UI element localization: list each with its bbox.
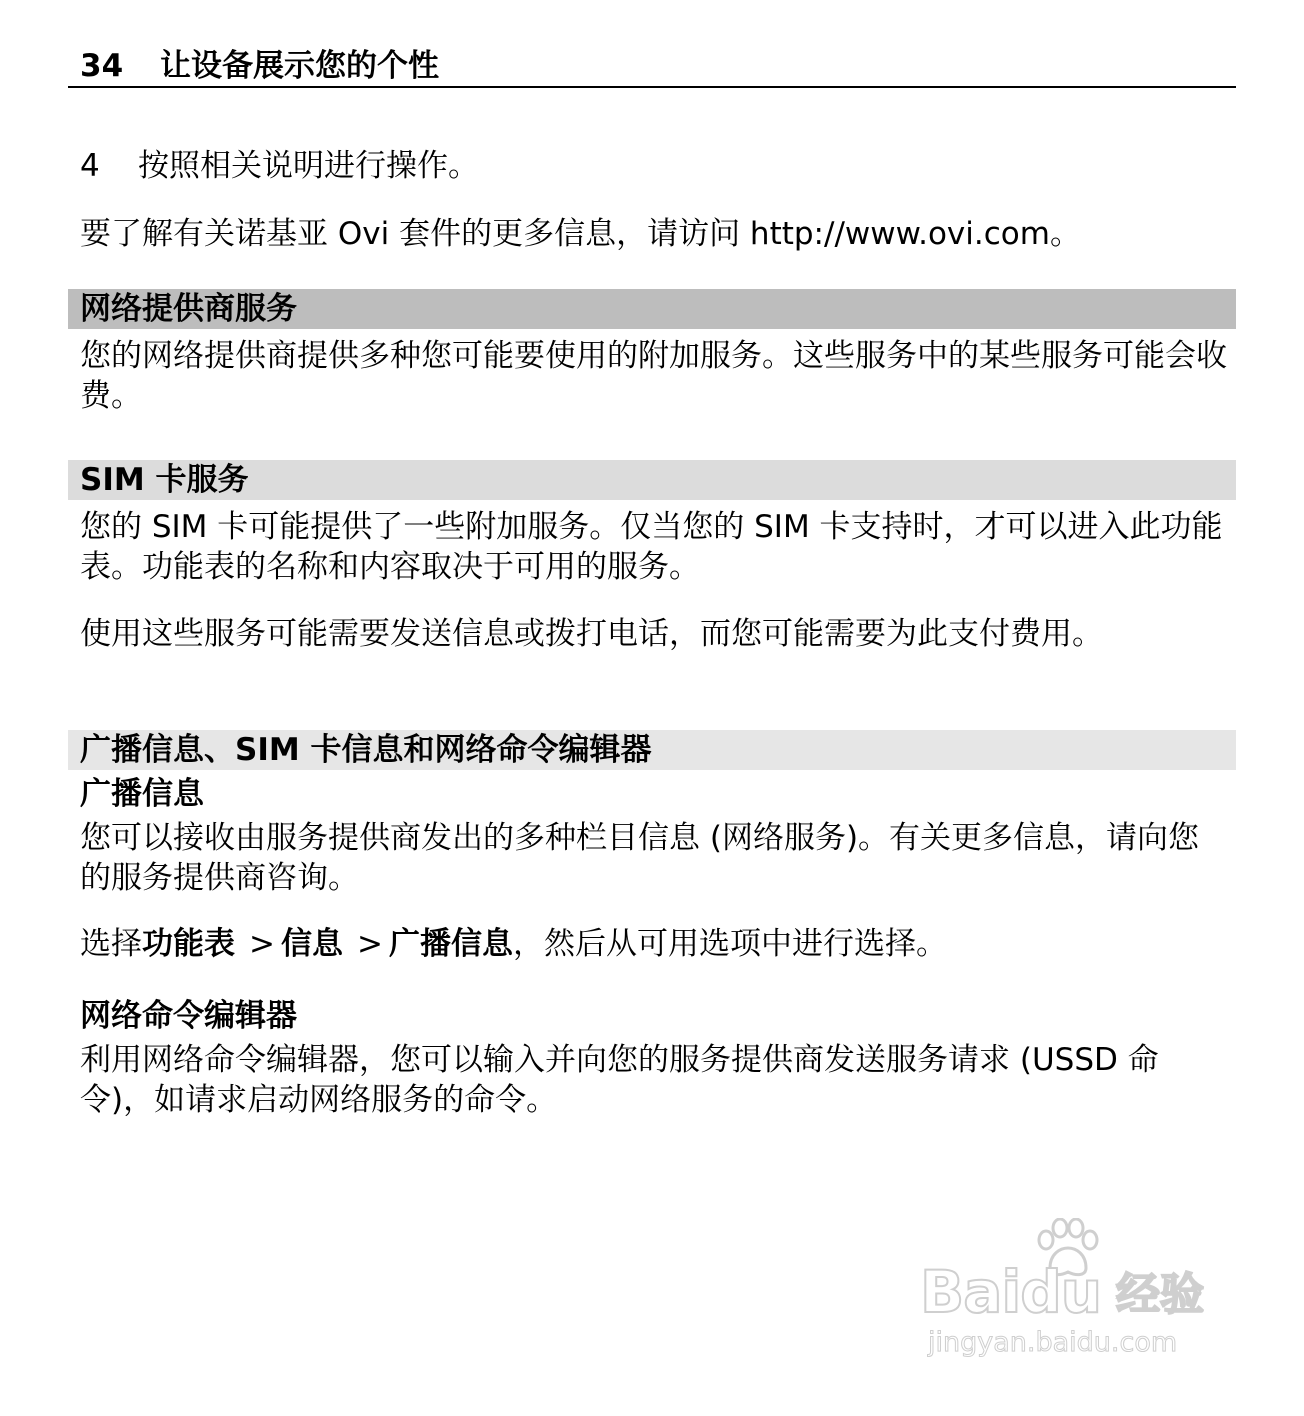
page-number: 34: [80, 48, 124, 84]
path-separator: >: [249, 926, 275, 962]
chapter-title: 让设备展示您的个性: [160, 48, 439, 84]
step-4: [80, 146, 1230, 186]
section-heading-network-services: 网络提供商服务: [68, 289, 1236, 329]
baidu-watermark: [920, 1218, 1230, 1368]
path-item-broadcast: 广播信息: [388, 926, 513, 962]
path-separator: >: [356, 926, 383, 962]
path-prefix: 选择: [80, 926, 142, 962]
section-heading-broadcast: 广播信息、SIM 卡信息和网络命令编辑器: [68, 730, 1236, 770]
page-header: [68, 44, 1236, 88]
step-text: 按照相关说明进行操作。: [138, 148, 479, 184]
subheading-network-command-editor: 网络命令编辑器: [80, 998, 297, 1034]
watermark-brand: Baidu: [920, 1258, 1102, 1326]
network-command-editor-paragraph: 利用网络命令编辑器，您可以输入并向您的服务提供商发送服务请求 (USSD 命令)，如请求启动网络服务的命令。: [80, 1042, 1159, 1118]
network-services-paragraph: 您的网络提供商提供多种您可能要使用的附加服务。这些服务中的某些服务可能会收费。: [80, 338, 1227, 414]
subheading-broadcast-info: 广播信息: [80, 776, 204, 812]
path-suffix: ，然后从可用选项中进行选择。: [512, 926, 947, 962]
section-heading-sim-services: SIM 卡服务: [68, 460, 1236, 500]
watermark-url: jingyan.baidu.com: [928, 1327, 1178, 1358]
broadcast-info-paragraph: 您可以接收由服务提供商发出的多种栏目信息 (网络服务)。有关更多信息，请向您的服务提供商咨询。: [80, 820, 1200, 896]
ovi-info-paragraph: 要了解有关诺基亚 Ovi 套件的更多信息，请访问 http://www.ovi.com。: [80, 216, 1081, 252]
path-item-menu: 功能表: [142, 926, 235, 962]
path-item-messages: 信息: [280, 926, 343, 962]
sim-services-paragraph-1: 您的 SIM 卡可能提供了一些附加服务。仅当您的 SIM 卡支持时，才可以进入此功能表。功能表的名称和内容取决于可用的服务。: [80, 509, 1223, 585]
watermark-brand-cn: 经验: [1116, 1269, 1204, 1320]
broadcast-menu-path: [80, 924, 1230, 964]
step-number: 4: [80, 148, 100, 184]
sim-services-paragraph-2: 使用这些服务可能需要发送信息或拨打电话，而您可能需要为此支付费用。: [80, 616, 1103, 652]
